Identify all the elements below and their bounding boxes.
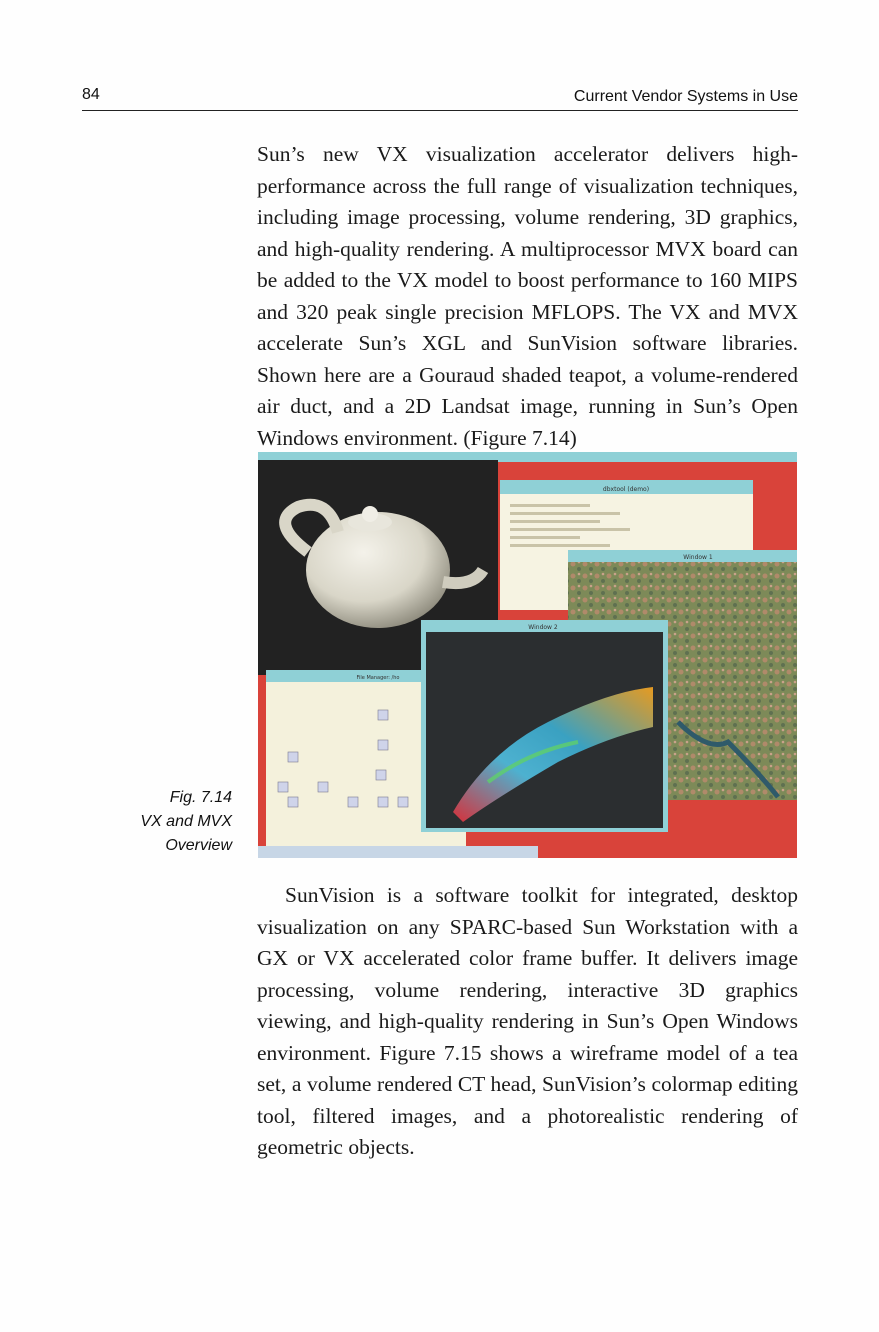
body-paragraph-vx: Sun’s new VX visualization accelerator delivers high-performance across the full range of visualization techniques, including image processing, volume rendering, 3D graphics, and high-quality rendering. A multiprocessor MVX board can be added to the VX model to boost performance to 160 MIPS and 320 peak single precision MFLOPS. The VX and MVX accelerate Sun’s XGL and SunVision software libraries. Shown here are a Gouraud shaded teapot, a volume-rendered air duct, and a 2D Landsat image, running in Sun’s Open Windows environment. (Figure 7.14) bbox=[257, 142, 798, 450]
caption-line-2: VX and MVX bbox=[140, 813, 232, 830]
caption-fig-number: Fig. 7.14 bbox=[169, 789, 232, 806]
figure-caption bbox=[92, 786, 232, 858]
running-title: Current Vendor Systems in Use bbox=[573, 88, 798, 105]
body-paragraph-sunvision: SunVision is a software toolkit for integrated, desktop visualization on any SPARC-based Sun Workstation with a GX or VX accelerated color frame buffer. It delivers image processing, volume rendering, interactive 3D graphics viewing, and high-quality rendering in Sun’s Open Windows environment. Figure 7.15 shows a wireframe model of a tea set, a volume rendered CT head, SunVision’s colormap editing tool, filtered images, and a photorealistic rendering of geometric objects. bbox=[257, 883, 798, 1159]
file-manager-title: File Manager: /ho bbox=[356, 675, 400, 681]
window-2-title: Window 2 bbox=[528, 624, 558, 631]
dbxtool-title: dbxtool (demo) bbox=[602, 486, 650, 493]
running-head bbox=[82, 84, 798, 111]
window-1-title: Window 1 bbox=[683, 554, 713, 561]
figure-7-14-screenshot bbox=[258, 452, 797, 858]
page-number: 84 bbox=[82, 86, 100, 103]
caption-line-3: Overview bbox=[165, 837, 232, 854]
volume-render-window-2 bbox=[421, 620, 668, 832]
